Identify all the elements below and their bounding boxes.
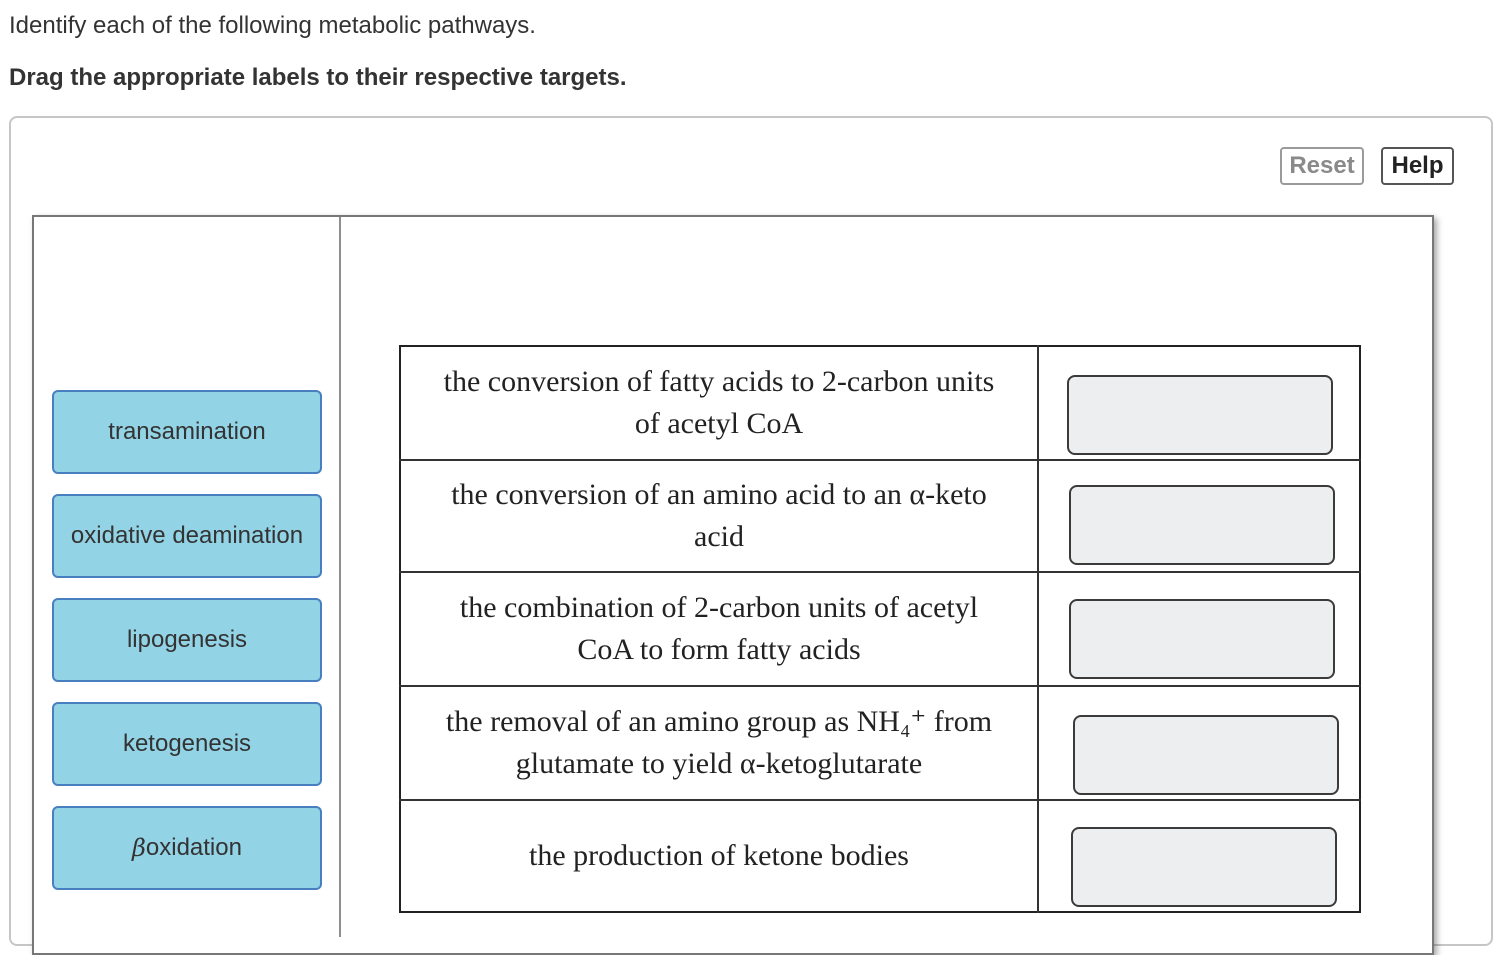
description-row-5 (403, 801, 1035, 911)
beta-symbol: β (132, 834, 146, 862)
label-beta-oxidation[interactable] (52, 806, 322, 890)
drop-target-3[interactable] (1069, 599, 1335, 679)
label-ketogenesis[interactable] (52, 702, 322, 786)
description-row-4 (403, 687, 1035, 799)
label-oxidative-deamination[interactable] (52, 494, 322, 578)
drop-target-5[interactable] (1071, 827, 1337, 907)
description-line: the production of ketone bodies (529, 839, 909, 872)
description-row-2 (403, 461, 1035, 571)
drop-target-2[interactable] (1069, 485, 1335, 565)
help-button[interactable]: Help (1381, 147, 1454, 185)
description-line: the removal of an amino group as NH₄⁺ from (445, 705, 993, 738)
description-line: glutamate to yield α-ketoglutarate (515, 747, 923, 780)
description-line: the conversion of an amino acid to an α-keto (451, 478, 987, 511)
table-column-divider (1037, 345, 1039, 913)
label-lipogenesis[interactable] (52, 598, 322, 682)
description-line: CoA to form fatty acids (577, 633, 861, 666)
label-text: ketogenesis (122, 730, 252, 757)
description-line: the combination of 2-carbon units of acetyl (459, 591, 979, 624)
label-bank-divider (339, 217, 341, 937)
description-row-1 (403, 347, 1035, 459)
label-text: oxidation (145, 834, 242, 861)
drop-target-4[interactable] (1073, 715, 1339, 795)
description-line: of acetyl CoA (634, 407, 804, 440)
label-text: lipogenesis (126, 626, 248, 653)
description-line: the conversion of fatty acids to 2-carbon units (443, 365, 995, 398)
label-text: oxidative deamination (70, 522, 304, 549)
reset-button[interactable]: Reset (1280, 147, 1364, 185)
question-text: Identify each of the following metabolic pathways. (9, 12, 536, 39)
instruction-text: Drag the appropriate labels to their respective targets. (9, 64, 627, 91)
drop-target-1[interactable] (1067, 375, 1333, 455)
description-line: acid (694, 520, 744, 553)
label-text: transamination (108, 418, 266, 445)
description-row-3 (403, 573, 1035, 685)
label-transamination[interactable] (52, 390, 322, 474)
